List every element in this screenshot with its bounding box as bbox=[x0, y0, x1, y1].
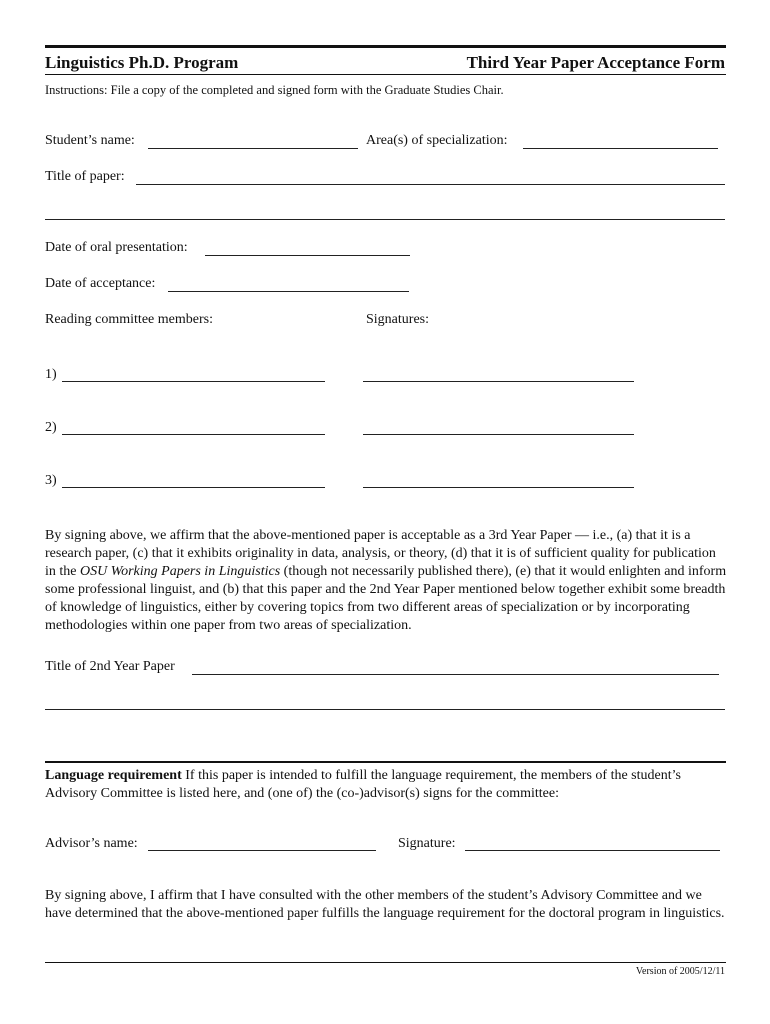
language-section-rule bbox=[45, 761, 726, 763]
specialization-field[interactable] bbox=[523, 148, 718, 149]
affirmation-paragraph bbox=[45, 527, 727, 635]
language-text: If this paper is intended to fulfill the language requirement, the members of the student’s Advisory Committee is listed here, and (one of) the (co-)advisor(s) signs for the committee: bbox=[45, 768, 681, 801]
member-number: 1) bbox=[45, 367, 57, 382]
footer-rule bbox=[45, 962, 726, 963]
member-number: 2) bbox=[45, 420, 57, 435]
paper-title-field-line-2[interactable] bbox=[45, 219, 725, 220]
affirmation-text-1: By signing above, we affirm that the above-mentioned paper is acceptable as a 3rd Year Paper — i.e., (a) that it is a research paper, (c) that it exhibits originality in data, analysis, or theory, (d) that it is of sufficient quality for publication in the bbox=[45, 528, 716, 579]
member-signature-field[interactable] bbox=[363, 381, 634, 382]
second-year-title-field-line-2[interactable] bbox=[45, 709, 725, 710]
form-title: Third Year Paper Acceptance Form bbox=[466, 53, 725, 72]
member-signature-field[interactable] bbox=[363, 434, 634, 435]
oral-date-label: Date of oral presentation: bbox=[45, 240, 188, 255]
student-name-field[interactable] bbox=[148, 148, 358, 149]
member-signature-field[interactable] bbox=[363, 487, 634, 488]
oral-date-field[interactable] bbox=[205, 255, 410, 256]
signatures-label: Signatures: bbox=[366, 312, 429, 327]
second-year-title-field[interactable] bbox=[192, 674, 719, 675]
acceptance-date-field[interactable] bbox=[168, 291, 409, 292]
member-number: 3) bbox=[45, 473, 57, 488]
student-name-label: Student’s name: bbox=[45, 133, 135, 148]
member-name-field[interactable] bbox=[62, 381, 325, 382]
second-year-title-label: Title of 2nd Year Paper bbox=[45, 659, 175, 674]
paper-title-field[interactable] bbox=[136, 184, 725, 185]
program-title: Linguistics Ph.D. Program bbox=[45, 53, 239, 72]
language-affirmation: By signing above, I affirm that I have consulted with the other members of the student’s Advisory Committee and we have determined that the above-mentioned paper fulfills the language requirement for the doctoral program in linguistics. bbox=[45, 888, 725, 921]
committee-label: Reading committee members: bbox=[45, 312, 213, 327]
affirmation-text-2: (though not necessarily published there), (e) that it would enlighten and inform some professional linguist, and (b) that this paper and the 2nd Year Paper mentioned below together exhibit some breadth of knowledge of linguistics, either by covering topics from two different areas of specialization or by incorporating methodologies within one paper from two areas of specialization. bbox=[45, 564, 727, 633]
language-paragraph bbox=[45, 767, 727, 803]
paper-title-label: Title of paper: bbox=[45, 169, 125, 184]
acceptance-date-label: Date of acceptance: bbox=[45, 276, 156, 291]
header-top-rule bbox=[45, 45, 726, 48]
affirmation-journal-name: OSU Working Papers in Linguistics bbox=[80, 564, 281, 579]
advisor-name-field[interactable] bbox=[148, 850, 376, 851]
header-bottom-rule bbox=[45, 74, 726, 75]
specialization-label: Area(s) of specialization: bbox=[366, 133, 508, 148]
advisor-signature-label: Signature: bbox=[398, 836, 456, 851]
advisor-signature-field[interactable] bbox=[465, 850, 720, 851]
version-label: Version of 2005/12/11 bbox=[635, 966, 725, 977]
language-heading: Language requirement bbox=[45, 768, 182, 783]
instructions: Instructions: File a copy of the completed and signed form with the Graduate Studies Chair. bbox=[45, 83, 504, 97]
member-name-field[interactable] bbox=[62, 434, 325, 435]
member-name-field[interactable] bbox=[62, 487, 325, 488]
advisor-name-label: Advisor’s name: bbox=[45, 836, 138, 851]
